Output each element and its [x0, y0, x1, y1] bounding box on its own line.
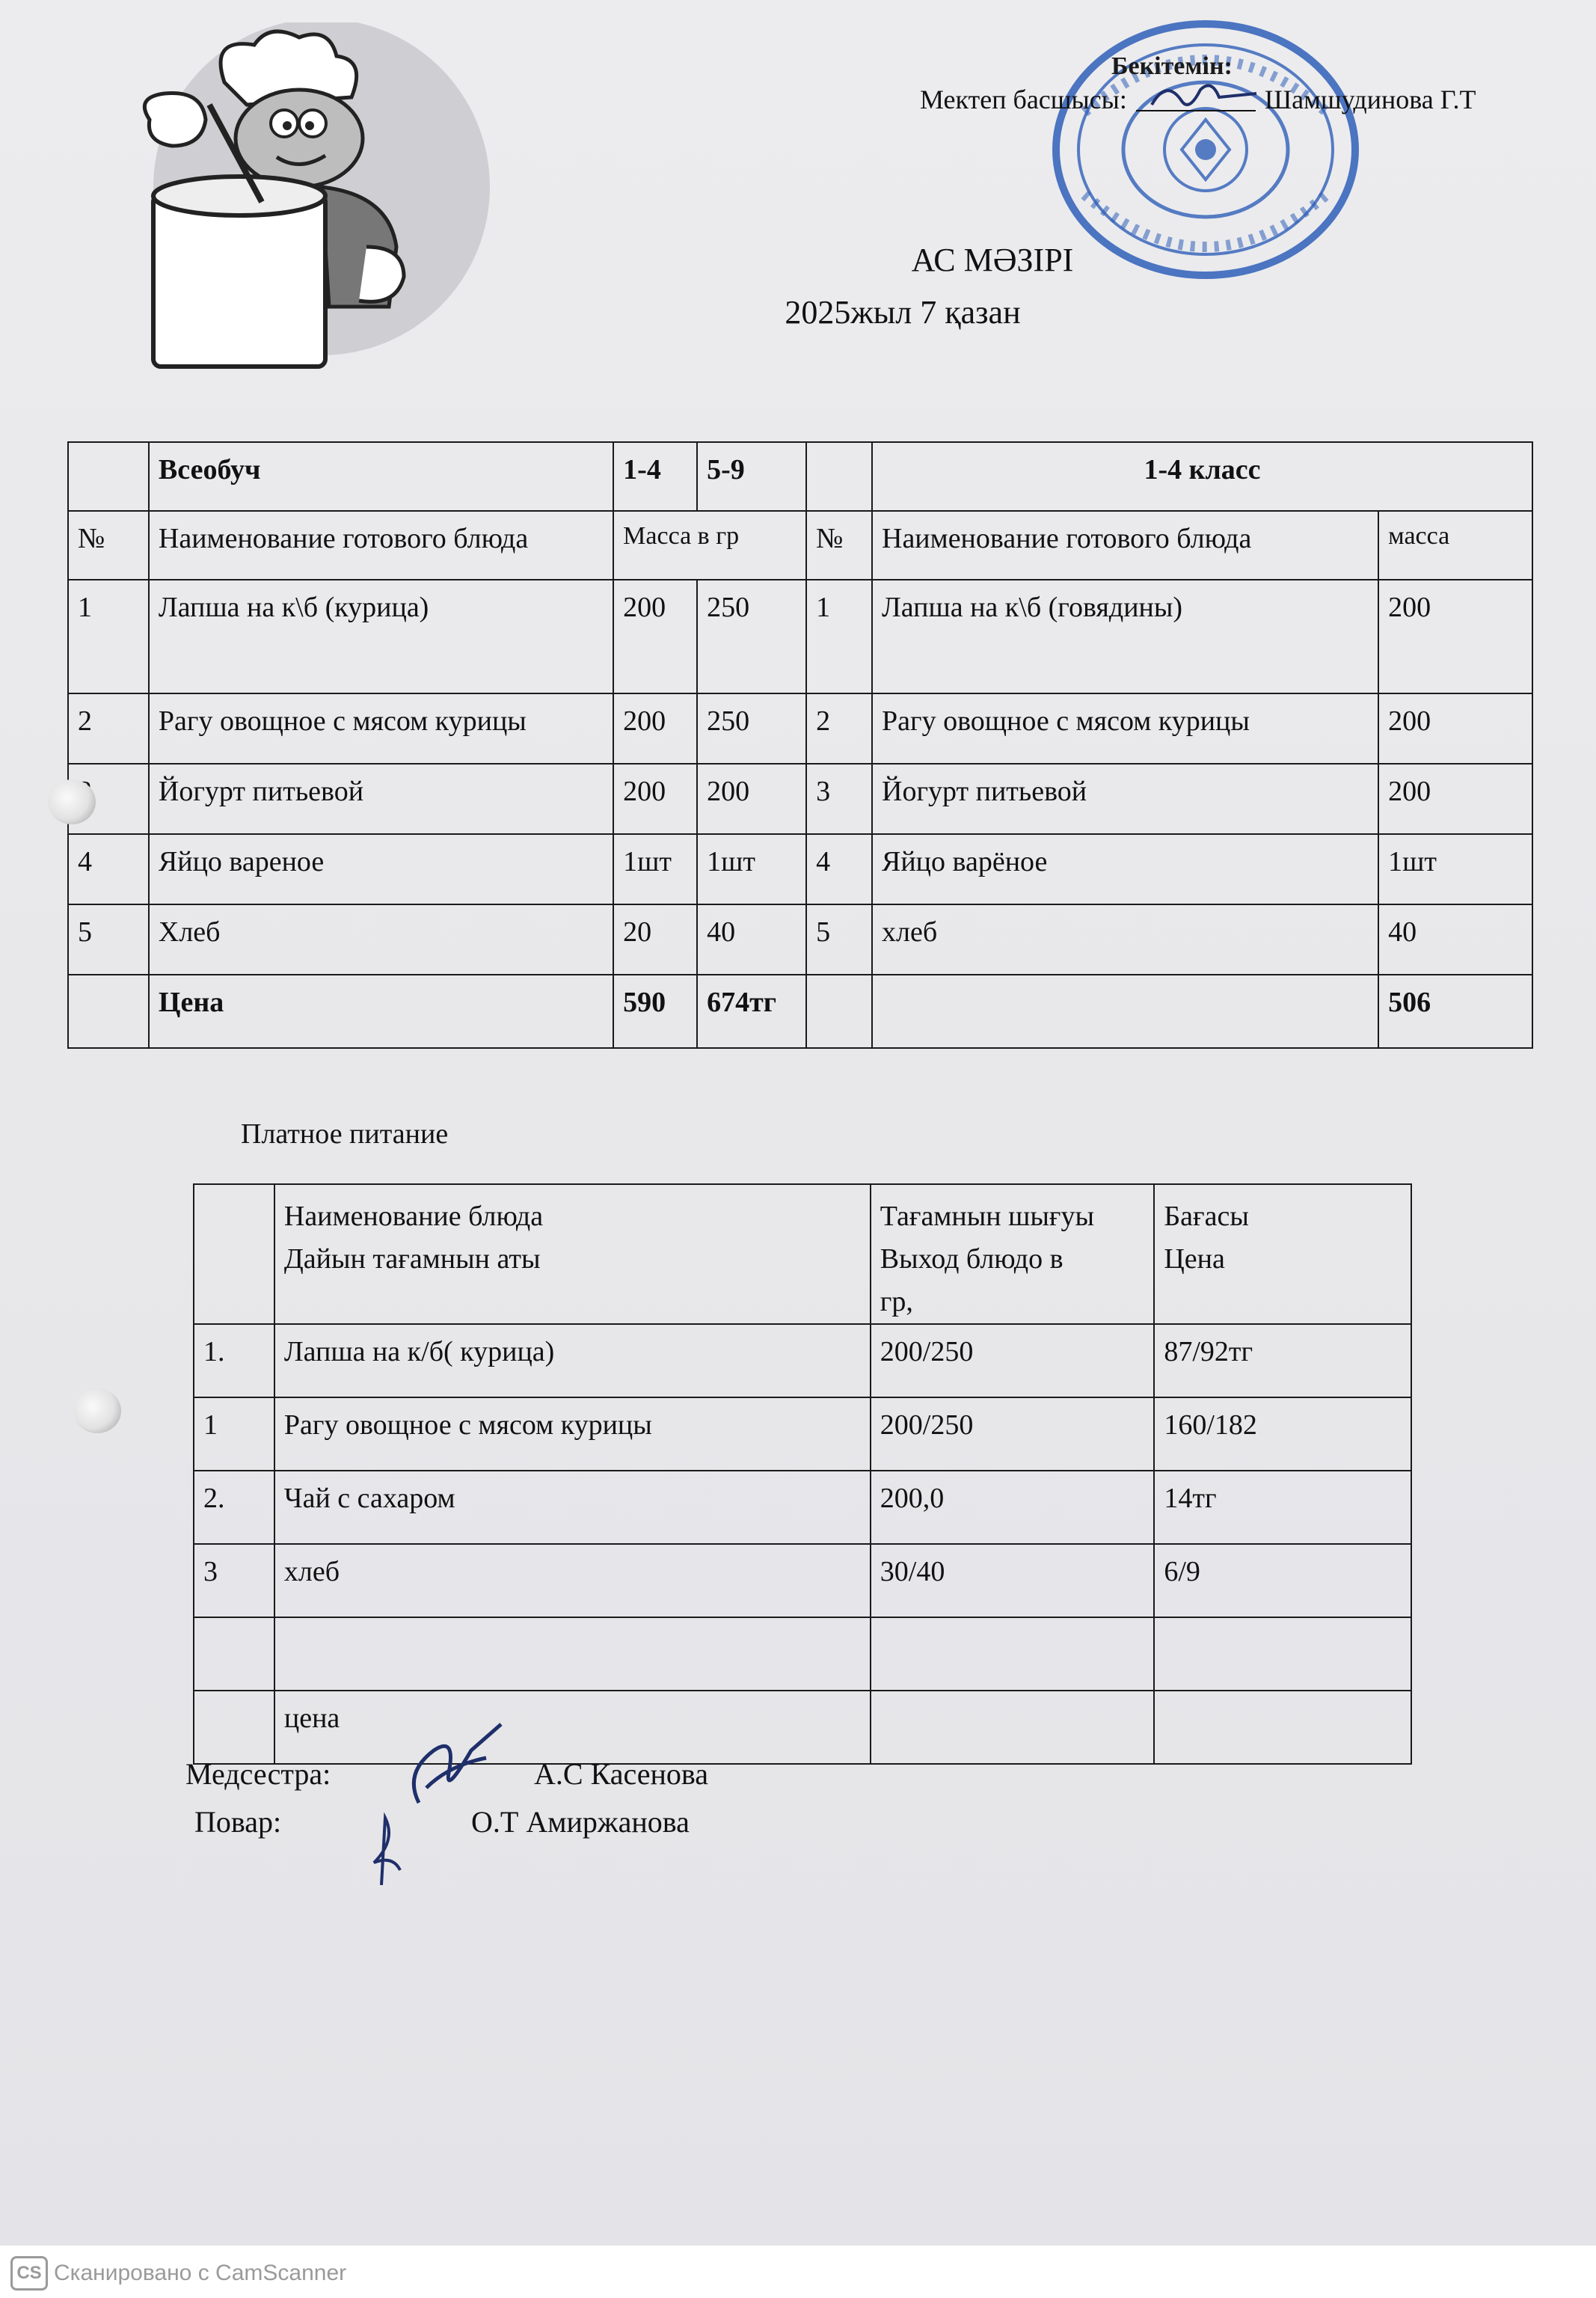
- approval-label: Бекітемін:: [1111, 52, 1233, 80]
- table-header-cell: [274, 1184, 871, 1324]
- table-cell: 200: [1378, 764, 1532, 834]
- header-text: гр,: [880, 1286, 913, 1317]
- table-header-cell: [871, 1184, 1155, 1324]
- table-cell: хлеб: [274, 1544, 871, 1617]
- header-text: Бағасы: [1164, 1201, 1249, 1232]
- cook-name: О.Т Амиржанова: [471, 1805, 690, 1839]
- nurse-label: Медсестра:: [185, 1757, 331, 1791]
- table-cell: [68, 442, 149, 511]
- table-cell: 40: [697, 904, 806, 975]
- table-cell: 1: [194, 1397, 274, 1471]
- table-row: [68, 904, 1532, 975]
- table-cell: Рагу овощное с мясом курицы: [149, 693, 613, 764]
- table-cell: 200,0: [871, 1471, 1155, 1544]
- table-cell: [194, 1617, 274, 1691]
- table-cell: 5: [806, 904, 872, 975]
- table-cell: 200: [697, 764, 806, 834]
- table-cell: 3: [194, 1544, 274, 1617]
- table-header-cell: [194, 1184, 274, 1324]
- table-cell: Всеобуч: [149, 442, 613, 511]
- table-header-row: [68, 511, 1532, 580]
- table-cell: Рагу овощное с мясом курицы: [872, 693, 1378, 764]
- table-row: [194, 1617, 1411, 1691]
- table-header-cell: Наименование готового блюда: [872, 511, 1378, 580]
- table-cell: Лапша на к\б (курица): [149, 580, 613, 693]
- table-header-row: [194, 1184, 1411, 1324]
- table-cell: хлеб: [872, 904, 1378, 975]
- table-cell: 590: [613, 975, 697, 1048]
- table-row: [194, 1324, 1411, 1397]
- punch-hole: [73, 1388, 121, 1433]
- scanner-footer: [0, 2246, 1596, 2298]
- table-cell: 2: [806, 693, 872, 764]
- table-cell: 160/182: [1154, 1397, 1411, 1471]
- table-cell: 1: [68, 580, 149, 693]
- table-cell: [194, 1691, 274, 1764]
- header-text: Цена: [1164, 1243, 1225, 1275]
- table-header-cell: №: [68, 511, 149, 580]
- camscanner-logo: CS: [10, 2256, 48, 2291]
- table-cell: 250: [697, 580, 806, 693]
- table-cell: Яйцо варёное: [872, 834, 1378, 904]
- director-name: Шамшудинова Г.Т: [1264, 85, 1476, 114]
- table-cell: Чай с сахаром: [274, 1471, 871, 1544]
- table-header-cell: Наименование готового блюда: [149, 511, 613, 580]
- table-row: [68, 834, 1532, 904]
- menu-date: 2025жыл 7 қазан: [785, 294, 1021, 331]
- table-row: [194, 1471, 1411, 1544]
- table-cell: [68, 975, 149, 1048]
- punch-hole: [48, 779, 96, 824]
- table-cell: [872, 975, 1378, 1048]
- table-cell: Рагу овощное с мясом курицы: [274, 1397, 871, 1471]
- table-cell: Лапша на к/б( курица): [274, 1324, 871, 1397]
- table-cell: Цена: [149, 975, 613, 1048]
- table-cell: [806, 442, 872, 511]
- nurse-signature: [404, 1721, 516, 1818]
- table-cell: 1шт: [697, 834, 806, 904]
- table-row: [194, 1397, 1411, 1471]
- table-row: [194, 1544, 1411, 1617]
- table-cell: Йогурт питьевой: [872, 764, 1378, 834]
- table-price-row: [68, 975, 1532, 1048]
- table-cell: 6/9: [1154, 1544, 1411, 1617]
- table-cell: [806, 975, 872, 1048]
- table-cell: Лапша на к\б (говядины): [872, 580, 1378, 693]
- nurse-name: А.С Касенова: [534, 1757, 708, 1791]
- table-cell: 200: [613, 764, 697, 834]
- table-cell: 4: [806, 834, 872, 904]
- table-cell: 200: [1378, 693, 1532, 764]
- table-row: [68, 580, 1532, 693]
- footer-text: Сканировано с CamScanner: [54, 2261, 347, 2285]
- table-cell: 674тг: [697, 975, 806, 1048]
- table-cell: 2: [68, 693, 149, 764]
- table-cell: 87/92тг: [1154, 1324, 1411, 1397]
- cook-signature: [359, 1810, 411, 1893]
- header-text: Дайын тағамнын аты: [283, 1243, 541, 1275]
- table-cell: Хлеб: [149, 904, 613, 975]
- table-header-cell: №: [806, 511, 872, 580]
- table-cell: [1154, 1691, 1411, 1764]
- table-cell: 1-4 класс: [872, 442, 1532, 511]
- table-cell: 5-9: [697, 442, 806, 511]
- cook-label: Повар:: [194, 1805, 282, 1839]
- table-row: [194, 1691, 1411, 1764]
- table-cell: Йогурт питьевой: [149, 764, 613, 834]
- director-label: Мектеп басшысы:: [920, 85, 1127, 114]
- table-header-cell: Масса в гр: [613, 511, 806, 580]
- table-cell: 20: [613, 904, 697, 975]
- table-cell: цена: [274, 1691, 871, 1764]
- table-cell: [871, 1691, 1155, 1764]
- table-cell: 30/40: [871, 1544, 1155, 1617]
- table-cell: 250: [697, 693, 806, 764]
- table-cell: 1.: [194, 1324, 274, 1397]
- table-cell: 3: [806, 764, 872, 834]
- header-text: Тағамнын шығуы: [880, 1201, 1095, 1232]
- table-cell: 14тг: [1154, 1471, 1411, 1544]
- table-cell: 2.: [194, 1471, 274, 1544]
- table-cell: Яйцо вареное: [149, 834, 613, 904]
- page-title: АС МӘЗІРІ: [911, 242, 1074, 278]
- table-cell: 200: [613, 580, 697, 693]
- table-cell: 200: [1378, 580, 1532, 693]
- paid-food-table: [193, 1183, 1412, 1765]
- table-cell: 1шт: [1378, 834, 1532, 904]
- director-signature: [1144, 75, 1264, 120]
- table-cell: 1шт: [613, 834, 697, 904]
- table-cell: [1154, 1617, 1411, 1691]
- table-cell: 506: [1378, 975, 1532, 1048]
- header-text: Наименование блюда: [283, 1201, 544, 1232]
- table-header-cell: масса: [1378, 511, 1532, 580]
- header-text: Выход блюдо в: [880, 1243, 1064, 1275]
- table-cell: [274, 1617, 871, 1691]
- table-cell: 200/250: [871, 1397, 1155, 1471]
- table-header-cell: [1154, 1184, 1411, 1324]
- table-cell: 1-4: [613, 442, 697, 511]
- table-cell: 40: [1378, 904, 1532, 975]
- table-cell: [871, 1617, 1155, 1691]
- table-row: [68, 764, 1532, 834]
- table-cell: 200: [613, 693, 697, 764]
- table-cell: 1: [806, 580, 872, 693]
- table-cell: 200/250: [871, 1324, 1155, 1397]
- table-cell: 4: [68, 834, 149, 904]
- table-cell: 5: [68, 904, 149, 975]
- paid-section-title: Платное питание: [241, 1118, 449, 1150]
- menu-table: [67, 441, 1533, 1049]
- table-row: [68, 693, 1532, 764]
- table-top-row: [68, 442, 1532, 511]
